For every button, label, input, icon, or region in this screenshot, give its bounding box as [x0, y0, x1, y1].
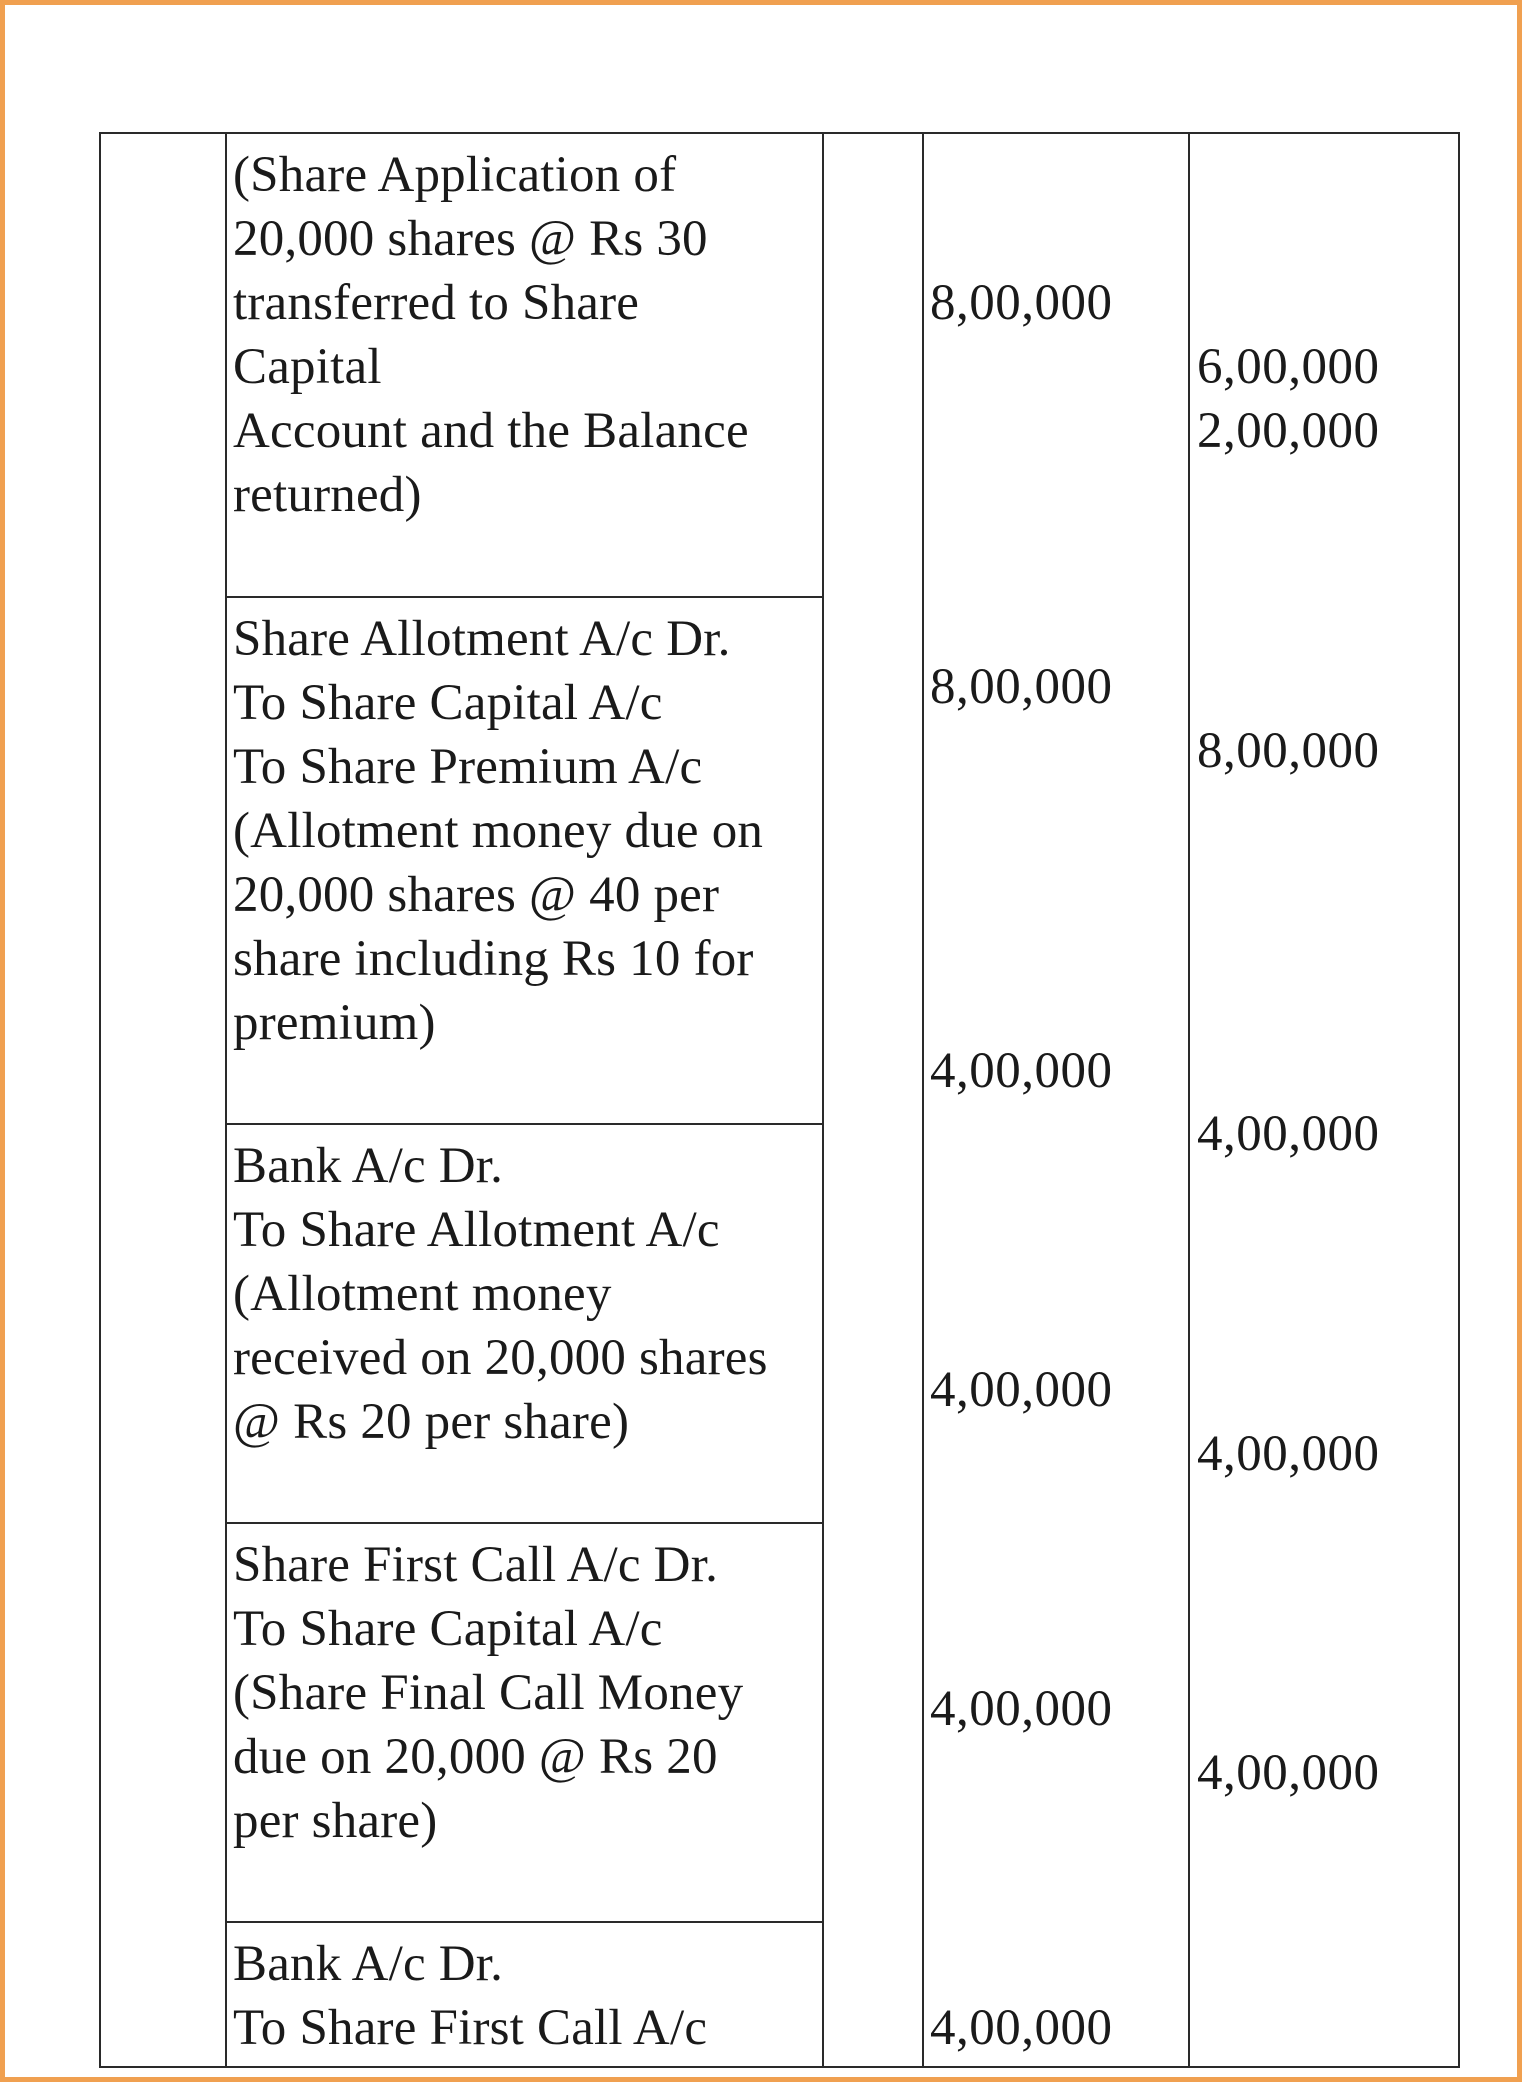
particulars-line: 20,000 shares @ Rs 30 [233, 211, 708, 267]
particulars-line: Share Allotment A/c Dr. [233, 611, 731, 667]
particulars-line: 20,000 shares @ 40 per [233, 867, 720, 923]
debit-amount: 4,00,000 [930, 1362, 1113, 1418]
particulars-line: per share) [233, 1793, 438, 1849]
particulars-line: premium) [233, 995, 436, 1051]
table-border-left [99, 132, 101, 2068]
particulars-line: To Share Capital A/c [233, 1601, 663, 1657]
column-divider-debit [1188, 132, 1190, 2068]
particulars-line: To Share Premium A/c [233, 739, 703, 795]
particulars-line: (Allotment money due on [233, 803, 764, 859]
row-divider [225, 1921, 824, 1923]
particulars-line: share including Rs 10 for [233, 931, 754, 987]
table-border-top [99, 132, 1460, 134]
row-divider [225, 1522, 824, 1524]
particulars-line: received on 20,000 shares [233, 1330, 768, 1386]
table-border-right [1458, 132, 1460, 2068]
credit-amount: 2,00,000 [1197, 403, 1380, 459]
table-border-bottom [99, 2066, 1460, 2068]
particulars-line: returned) [233, 467, 422, 523]
column-divider-date [225, 132, 227, 2068]
particulars-line: Account and the Balance [233, 403, 749, 459]
particulars-line: Share First Call A/c Dr. [233, 1537, 719, 1593]
particulars-line: (Allotment money [233, 1266, 612, 1322]
particulars-line: Bank A/c Dr. [233, 1138, 504, 1194]
debit-amount: 8,00,000 [930, 275, 1113, 331]
particulars-line: Capital [233, 339, 382, 395]
particulars-line: due on 20,000 @ Rs 20 [233, 1729, 718, 1785]
debit-amount: 4,00,000 [930, 2000, 1113, 2056]
particulars-line: Bank A/c Dr. [233, 1936, 504, 1992]
debit-amount: 4,00,000 [930, 1681, 1113, 1737]
particulars-line: (Share Application of [233, 147, 677, 203]
credit-amount: 4,00,000 [1197, 1745, 1380, 1801]
credit-amount: 4,00,000 [1197, 1426, 1380, 1482]
particulars-line: To Share Capital A/c [233, 675, 663, 731]
credit-amount: 6,00,000 [1197, 339, 1380, 395]
particulars-line: (Share Final Call Money [233, 1665, 744, 1721]
debit-amount: 4,00,000 [930, 1043, 1113, 1099]
row-divider [225, 596, 824, 598]
column-divider-particulars [822, 132, 824, 2068]
debit-amount: 8,00,000 [930, 659, 1113, 715]
particulars-line: transferred to Share [233, 275, 640, 331]
column-divider-lf [922, 132, 924, 2068]
credit-amount: 4,00,000 [1197, 1106, 1380, 1162]
credit-amount: 8,00,000 [1197, 723, 1380, 779]
particulars-line: To Share First Call A/c [233, 2000, 708, 2056]
particulars-line: To Share Allotment A/c [233, 1202, 720, 1258]
row-divider [225, 1123, 824, 1125]
particulars-line: @ Rs 20 per share) [233, 1394, 630, 1450]
